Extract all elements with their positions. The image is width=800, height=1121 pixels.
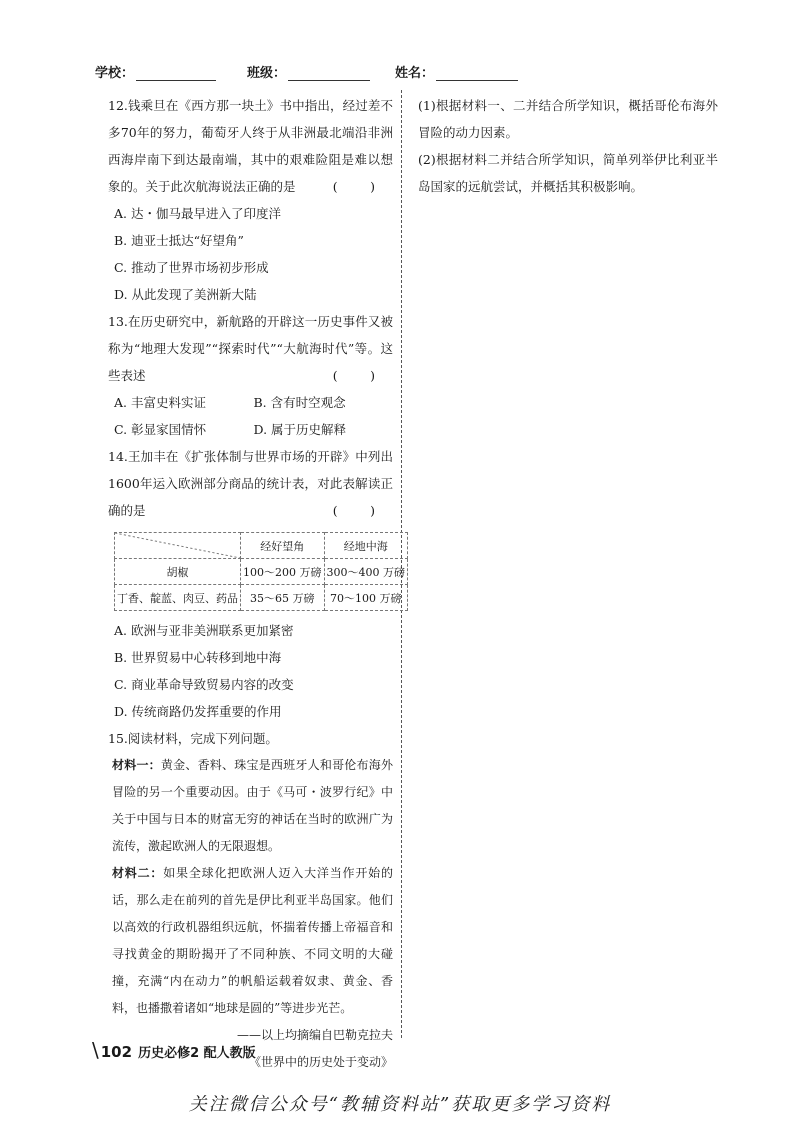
goods-statistics-table [114, 532, 408, 611]
material-2 [108, 860, 393, 1022]
q13-option-b[interactable]: B. 含有时空观念 [253, 395, 346, 410]
question-14 [108, 443, 405, 725]
q13-option-a[interactable]: A. 丰富史料实证 [114, 395, 206, 410]
source-line-2: 《世界中的历史处于变动》 [248, 1055, 393, 1069]
q14-option-c[interactable]: C. 商业革命导致贸易内容的改变 [114, 677, 294, 692]
question-12 [108, 92, 393, 308]
q13-option-c[interactable]: C. 彰显家国情怀 [114, 422, 207, 437]
table-header-row [115, 533, 408, 559]
material-1-label: 材料一： [112, 758, 161, 772]
table-header-mediterranean-route: 经地中海 [324, 533, 408, 559]
q15-subquestion-1: (1)根据材料一、二并结合所学知识，概括哥伦布海外冒险的动力因素。 [418, 98, 718, 140]
table-corner-cell [115, 533, 241, 559]
table-header-cape-route: 经好望角 [241, 533, 325, 559]
table-row [115, 559, 408, 585]
q13-options-row-2 [108, 416, 393, 443]
right-column [418, 92, 718, 200]
q14-option-d[interactable]: D. 传统商路仍发挥重要的作用 [114, 704, 282, 719]
class-label: 班级： [247, 66, 287, 81]
material-1-text: 黄金、香料、珠宝是西班牙人和哥伦布海外冒险的另一个重要动因。由于《马可・波罗行纪》中关于中国与日本的财富无穷的神话在当时的欧洲广为流传，激起欧洲人的无限遐想。 [112, 758, 393, 853]
material-2-label: 材料二： [112, 866, 164, 880]
q14-stem: 14.王加丰在《扩张体制与世界市场的开辟》中列出1600年运入欧洲部分商品的统计表，对此表解读正确的是 ( ) [108, 443, 393, 524]
school-label: 学校： [95, 66, 135, 81]
q14-option-a[interactable]: A. 欧洲与亚非美洲联系更加紧密 [114, 623, 294, 638]
page-footer [92, 1038, 256, 1062]
table-row [115, 585, 408, 611]
table-cell: 100～200 万磅 [241, 559, 325, 585]
q13-options-row-1 [108, 389, 393, 416]
q12-option-c[interactable]: C. 推动了世界市场初步形成 [114, 260, 269, 275]
footer-promo-note: 关注微信公众号“教辅资料站”获取更多学习资料 [188, 1094, 612, 1115]
table-cell: 丁香、靛蓝、肉豆、药品 [115, 585, 241, 611]
q14-option-b[interactable]: B. 世界贸易中心转移到地中海 [114, 650, 282, 665]
student-info-header [95, 62, 615, 84]
source-line-1: ——以上均摘编自巴勒克拉夫 [236, 1028, 393, 1042]
q12-option-d[interactable]: D. 从此发现了美洲新大陆 [114, 287, 257, 302]
q13-stem: 13.在历史研究中，新航路的开辟这一历史事件又被称为“地理大发现”“探索时代”“大航海时代”等。这些表述 ( ) [108, 308, 393, 389]
book-title: 历史必修2 配人教版 [138, 1046, 256, 1061]
q12-option-a[interactable]: A. 达・伽马最早进入了印度洋 [114, 206, 281, 221]
table-cell: 300～400 万磅 [324, 559, 408, 585]
question-15 [108, 725, 393, 1076]
q13-answer-bracket[interactable]: ( ) [332, 368, 385, 383]
q12-option-b[interactable]: B. 迪亚士抵达“好望角” [114, 233, 244, 248]
q12-stem: 12.钱乘旦在《西方那一块土》书中指出，经过差不多70年的努力，葡萄牙人终于从非洲最北端沿非洲西海岸南下到达最南端，其中的艰难险阻是难以想象的。关于此次航海说法正确的是 ( ) [108, 92, 393, 200]
name-blank[interactable] [436, 67, 518, 81]
q14-answer-bracket[interactable]: ( ) [332, 503, 385, 518]
q12-answer-bracket[interactable]: ( ) [332, 179, 385, 194]
q13-option-d[interactable]: D. 属于历史解释 [253, 422, 347, 437]
diagonal-line [115, 533, 240, 558]
class-blank[interactable] [288, 67, 370, 81]
school-field [95, 62, 216, 81]
material-2-text: 如果全球化把欧洲人迈入大洋当作开始的话，那么走在前列的首先是伊比利亚半岛国家。他们以高效的行政机器组织远航，怀揣着传播上帝福音和寻找黄金的期盼揭开了不同种族、不同文明的大碰撞，充满“内在动力”的帆船运载着奴隶、黄金、香料，也播撒着诸如“地球是圆的”等进步光芒。 [112, 866, 393, 1015]
name-label: 姓名： [395, 66, 435, 81]
footer-slash-decoration: \ [92, 1038, 99, 1062]
table-cell: 35～65 万磅 [241, 585, 325, 611]
material-1 [108, 752, 393, 860]
table-cell: 胡椒 [115, 559, 241, 585]
table-cell: 70～100 万磅 [324, 585, 408, 611]
q15-subquestion-2: (2)根据材料二并结合所学知识，简单列举伊比利亚半岛国家的远航尝试，并概括其积极影响。 [418, 152, 718, 194]
q15-stem: 15.阅读材料，完成下列问题。 [108, 731, 278, 746]
left-column [108, 92, 405, 1076]
question-13 [108, 308, 393, 443]
school-blank[interactable] [136, 67, 216, 81]
name-field [395, 62, 518, 81]
class-field [247, 62, 370, 81]
page-number: 102 [100, 1043, 133, 1061]
